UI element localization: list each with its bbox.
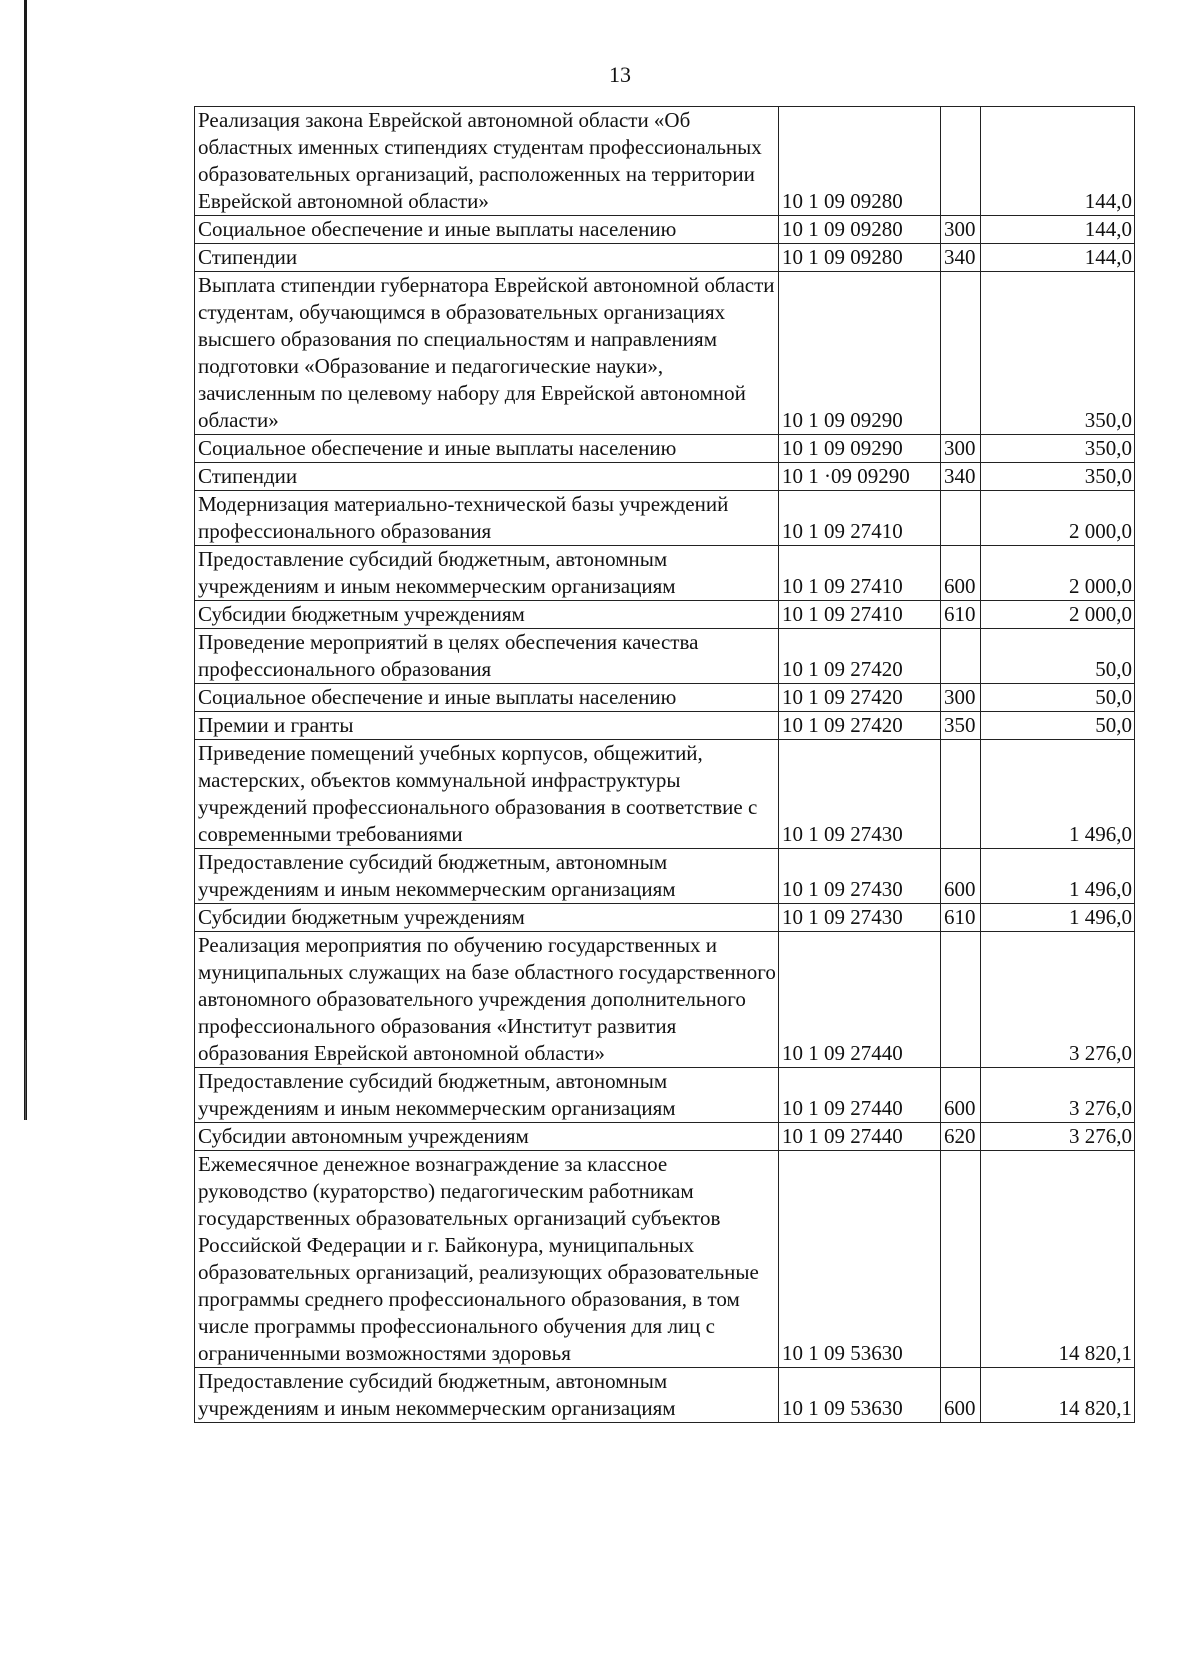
row-amount: 144,0 [981, 107, 1135, 216]
row-section-code: 10 1 09 27430 [779, 740, 941, 849]
row-amount: 3 276,0 [981, 1123, 1135, 1151]
budget-table [194, 106, 1135, 1423]
row-section-code: 10 1 09 09280 [779, 107, 941, 216]
row-expense-type [941, 107, 981, 216]
row-expense-type: 340 [941, 244, 981, 272]
row-expense-type: 300 [941, 216, 981, 244]
row-section-code: 10 1 09 53630 [779, 1151, 941, 1368]
table-row [195, 1123, 1135, 1151]
table-row [195, 1368, 1135, 1423]
row-name: Социальное обеспечение и иные выплаты населению [195, 684, 779, 712]
budget-table-body [195, 107, 1135, 1423]
row-expense-type [941, 272, 981, 435]
row-expense-type [941, 491, 981, 546]
row-name: Стипендии [195, 463, 779, 491]
scan-edge-line [24, 0, 27, 1120]
row-amount: 50,0 [981, 712, 1135, 740]
row-name: Предоставление субсидий бюджетным, автономным учреждениям и иным некоммерческим организациям [195, 849, 779, 904]
row-section-code: 10 1 09 27440 [779, 1068, 941, 1123]
row-section-code: 10 1 09 09280 [779, 216, 941, 244]
row-expense-type: 600 [941, 546, 981, 601]
row-name: Субсидии бюджетным учреждениям [195, 904, 779, 932]
row-amount: 2 000,0 [981, 601, 1135, 629]
row-section-code: 10 1 ·09 09290 [779, 463, 941, 491]
row-amount: 3 276,0 [981, 932, 1135, 1068]
row-section-code: 10 1 09 27410 [779, 491, 941, 546]
row-name: Социальное обеспечение и иные выплаты населению [195, 216, 779, 244]
row-expense-type: 340 [941, 463, 981, 491]
row-section-code: 10 1 09 27410 [779, 546, 941, 601]
row-section-code: 10 1 09 27440 [779, 932, 941, 1068]
row-amount: 350,0 [981, 435, 1135, 463]
row-name: Выплата стипендии губернатора Еврейской автономной области студентам, обучающимся в образовательных организациях высшего образования по специальностям и направлениям подготовки «Образование и педагогические науки», зачисленным по целевому набору для Еврейской автономной области» [195, 272, 779, 435]
row-name: Модернизация материально-технической базы учреждений профессионального образования [195, 491, 779, 546]
row-expense-type [941, 740, 981, 849]
row-section-code: 10 1 09 27430 [779, 849, 941, 904]
table-row [195, 1068, 1135, 1123]
row-amount: 350,0 [981, 272, 1135, 435]
row-expense-type [941, 629, 981, 684]
table-row [195, 546, 1135, 601]
row-section-code: 10 1 09 53630 [779, 1368, 941, 1423]
row-name: Ежемесячное денежное вознаграждение за классное руководство (кураторство) педагогическим работникам государственных образовательных организаций субъектов Российской Федерации и г. Байконура, муниципальных образовательных организаций, реализующих образовательные программы среднего профессионального образования, в том числе программы профессионального обучения для лиц с ограниченными возможностями здоровья [195, 1151, 779, 1368]
table-row [195, 849, 1135, 904]
row-expense-type: 600 [941, 1068, 981, 1123]
row-amount: 144,0 [981, 244, 1135, 272]
row-expense-type: 600 [941, 1368, 981, 1423]
row-amount: 350,0 [981, 463, 1135, 491]
row-expense-type: 300 [941, 435, 981, 463]
row-amount: 14 820,1 [981, 1368, 1135, 1423]
row-section-code: 10 1 09 09290 [779, 435, 941, 463]
row-amount: 1 496,0 [981, 904, 1135, 932]
row-name: Субсидии бюджетным учреждениям [195, 601, 779, 629]
row-amount: 2 000,0 [981, 491, 1135, 546]
row-amount: 144,0 [981, 216, 1135, 244]
table-row [195, 684, 1135, 712]
row-amount: 50,0 [981, 629, 1135, 684]
row-name: Субсидии автономным учреждениям [195, 1123, 779, 1151]
table-row [195, 463, 1135, 491]
row-expense-type: 300 [941, 684, 981, 712]
row-section-code: 10 1 09 09280 [779, 244, 941, 272]
table-row [195, 435, 1135, 463]
row-amount: 2 000,0 [981, 546, 1135, 601]
row-name: Приведение помещений учебных корпусов, общежитий, мастерских, объектов коммунальной инфраструктуры учреждений профессионального образования в соответствие с современными требованиями [195, 740, 779, 849]
row-section-code: 10 1 09 27440 [779, 1123, 941, 1151]
row-name: Предоставление субсидий бюджетным, автономным учреждениям и иным некоммерческим организациям [195, 546, 779, 601]
table-row [195, 244, 1135, 272]
row-section-code: 10 1 09 27410 [779, 601, 941, 629]
table-row [195, 629, 1135, 684]
row-name: Премии и гранты [195, 712, 779, 740]
row-name: Стипендии [195, 244, 779, 272]
row-amount: 50,0 [981, 684, 1135, 712]
page-number: 13 [609, 62, 631, 87]
row-expense-type [941, 1151, 981, 1368]
row-name: Социальное обеспечение и иные выплаты населению [195, 435, 779, 463]
row-expense-type: 610 [941, 904, 981, 932]
row-section-code: 10 1 09 27420 [779, 629, 941, 684]
table-row [195, 491, 1135, 546]
row-amount: 1 496,0 [981, 740, 1135, 849]
row-section-code: 10 1 09 09290 [779, 272, 941, 435]
row-amount: 14 820,1 [981, 1151, 1135, 1368]
row-amount: 1 496,0 [981, 849, 1135, 904]
table-row [195, 1151, 1135, 1368]
row-amount: 3 276,0 [981, 1068, 1135, 1123]
row-name: Проведение мероприятий в целях обеспечения качества профессионального образования [195, 629, 779, 684]
table-row [195, 272, 1135, 435]
row-expense-type [941, 932, 981, 1068]
row-name: Предоставление субсидий бюджетным, автономным учреждениям и иным некоммерческим организациям [195, 1068, 779, 1123]
table-row [195, 904, 1135, 932]
row-expense-type: 600 [941, 849, 981, 904]
row-expense-type: 610 [941, 601, 981, 629]
table-row [195, 740, 1135, 849]
row-name: Предоставление субсидий бюджетным, автономным учреждениям и иным некоммерческим организациям [195, 1368, 779, 1423]
scan-edge-mark [25, 1040, 26, 1120]
row-expense-type: 620 [941, 1123, 981, 1151]
row-section-code: 10 1 09 27420 [779, 712, 941, 740]
row-section-code: 10 1 09 27420 [779, 684, 941, 712]
row-name: Реализация мероприятия по обучению государственных и муниципальных служащих на базе областного государственного автономного образовательного учреждения дополнительного профессионального образования «Институт развития образования Еврейской автономной области» [195, 932, 779, 1068]
table-row [195, 712, 1135, 740]
table-row [195, 601, 1135, 629]
table-row [195, 107, 1135, 216]
table-row [195, 932, 1135, 1068]
row-expense-type: 350 [941, 712, 981, 740]
row-section-code: 10 1 09 27430 [779, 904, 941, 932]
table-row [195, 216, 1135, 244]
row-name: Реализация закона Еврейской автономной области «Об областных именных стипендиях студентам профессиональных образовательных организаций, расположенных на территории Еврейской автономной области» [195, 107, 779, 216]
